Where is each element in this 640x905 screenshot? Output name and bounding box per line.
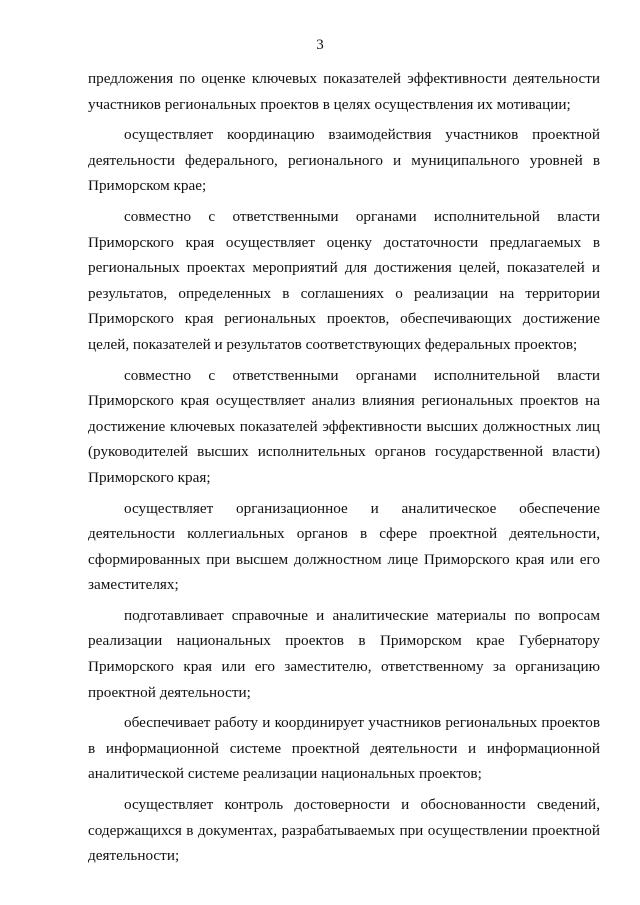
document-body [88, 66, 600, 874]
paragraph-coordination: осуществляет координацию взаимодействия участников проектной деятельности федерального, регионального и муниципального уровней в Приморском крае; [88, 126, 600, 195]
page-number: 3 [316, 37, 324, 53]
paragraph-continuation: предложения по оценке ключевых показателей эффективности деятельности участников региональных проектов в целях осуществления их мотивации; [88, 70, 600, 113]
paragraph-reference-materials: подготавливает справочные и аналитические материалы по вопросам реализации национальных проектов в Приморском крае Губернатору Приморского края или его заместителю, ответственному за организацию проектной деятельности; [88, 606, 600, 701]
paragraph-information-system: обеспечивает работу и координирует участников региональных проектов в информационной системе проектной деятельности и информационной аналитической системе реализации национальных проектов; [88, 714, 600, 783]
paragraph-reliability-control: осуществляет контроль достоверности и обоснованности сведений, содержащихся в документах, разрабатываемых при осуществлении проектной деятельности; [88, 796, 600, 865]
paragraph-organizational-support: осуществляет организационное и аналитическое обеспечение деятельности коллегиальных органов в сфере проектной деятельности, сформированных при высшем должностном лице Приморского края или его заместителях; [88, 499, 600, 594]
paragraph-impact-analysis: совместно с ответственными органами исполнительной власти Приморского края осуществляет анализ влияния региональных проектов на достижение ключевых показателей эффективности высших должностных лиц (руководителей высших исполнительных органов государственной власти) Приморского края; [88, 366, 600, 486]
paragraph-sufficiency-assessment: совместно с ответственными органами исполнительной власти Приморского края осуществляет оценку достаточности предлагаемых в региональных проектах мероприятий для достижения целей, показателей и результатов, определенных в соглашениях о реализации на территории Приморского края региональных проектов, обеспечивающих достижение целей, показателей и результатов соответствующих федеральных проектов; [88, 207, 600, 353]
